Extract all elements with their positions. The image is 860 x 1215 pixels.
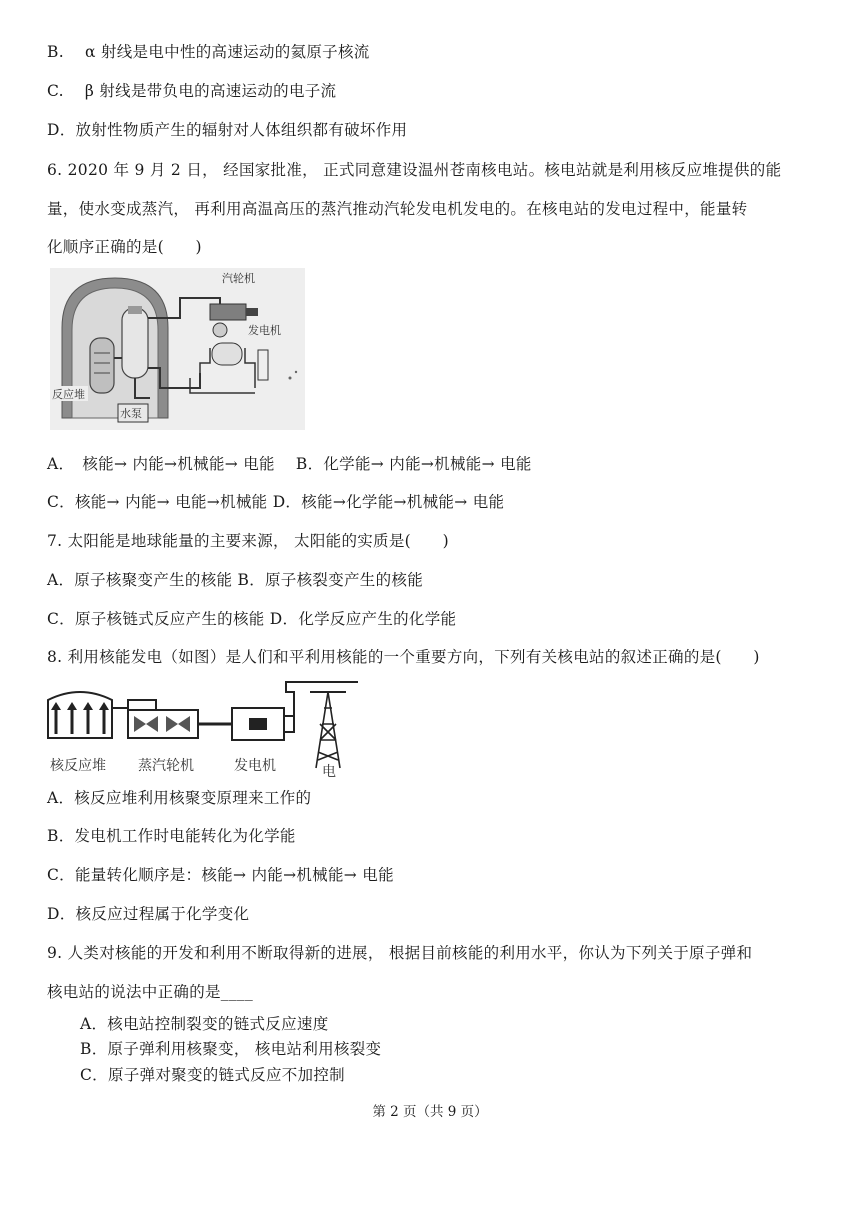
generator-label: 发电机	[234, 758, 276, 774]
question-6-line3: 化顺序正确的是( )	[47, 238, 202, 256]
question-8-option-c: C．能量转化顺序是：核能→ 内能→机械能→ 电能	[47, 866, 394, 884]
option-5b: B. α 射线是电中性的高速运动的氦原子核流	[47, 43, 370, 61]
question-8-option-a: A．核反应堆利用核聚变原理来工作的	[47, 789, 312, 807]
turbine-label: 汽轮机	[222, 272, 255, 285]
nuclear-plant-figure	[50, 268, 305, 430]
question-6-options-ab: A． 核能→ 内能→机械能→ 电能 B．化学能→ 内能→机械能→ 电能	[47, 455, 532, 473]
question-7-options-ab: A．原子核聚变产生的核能 B．原子核裂变产生的核能	[47, 571, 424, 589]
question-6-options-cd: C．核能→ 内能→ 电能→机械能 D．核能→化学能→机械能→ 电能	[47, 493, 505, 511]
reactor-label: 核反应堆	[50, 758, 106, 774]
electric-label: 电	[322, 764, 336, 778]
reactor-label: 反应堆	[52, 388, 85, 401]
turbine-label: 蒸汽轮机	[138, 758, 194, 774]
question-9-option-a: A．核电站控制裂变的链式反应速度	[80, 1015, 329, 1033]
question-7-options-cd: C．原子核链式反应产生的核能 D．化学反应产生的化学能	[47, 610, 457, 628]
option-5d: D．放射性物质产生的辐射对人体组织都有破坏作用	[47, 121, 408, 139]
pump-label: 水泵	[120, 407, 142, 420]
question-8-stem: 8. 利用核能发电（如图）是人们和平利用核能的一个重要方向，下列有关核电站的叙述正确的是( )	[47, 648, 760, 666]
question-6-line1: 6. 2020 年 9 月 2 日， 经国家批准， 正式同意建设温州苍南核电站。核电站就是利用核反应堆提供的能	[47, 161, 782, 179]
option-5c: C. β 射线是带负电的高速运动的电子流	[47, 82, 337, 100]
question-9-line1: 9. 人类对核能的开发和利用不断取得新的进展， 根据目前核能的利用水平，你认为下列关于原子弹和	[47, 944, 753, 962]
question-8-option-d: D．核反应过程属于化学变化	[47, 905, 250, 923]
question-9-option-b: B．原子弹利用核聚变， 核电站利用核裂变	[80, 1040, 382, 1058]
question-8-option-b: B．发电机工作时电能转化为化学能	[47, 827, 296, 845]
generator-label: 发电机	[248, 324, 281, 337]
page-footer: 第 2 页（共 9 页）	[372, 1104, 488, 1120]
question-6-line2: 量，使水变成蒸汽， 再利用高温高压的蒸汽推动汽轮发电机发电的。在核电站的发电过程中，能量转	[47, 200, 748, 218]
question-9-line2: 核电站的说法中正确的是____	[47, 983, 254, 1001]
question-9-option-c: C．原子弹对聚变的链式反应不加控制	[80, 1066, 345, 1084]
question-7-stem: 7. 太阳能是地球能量的主要来源， 太阳能的实质是( )	[47, 532, 449, 550]
power-chain-figure	[46, 678, 358, 778]
